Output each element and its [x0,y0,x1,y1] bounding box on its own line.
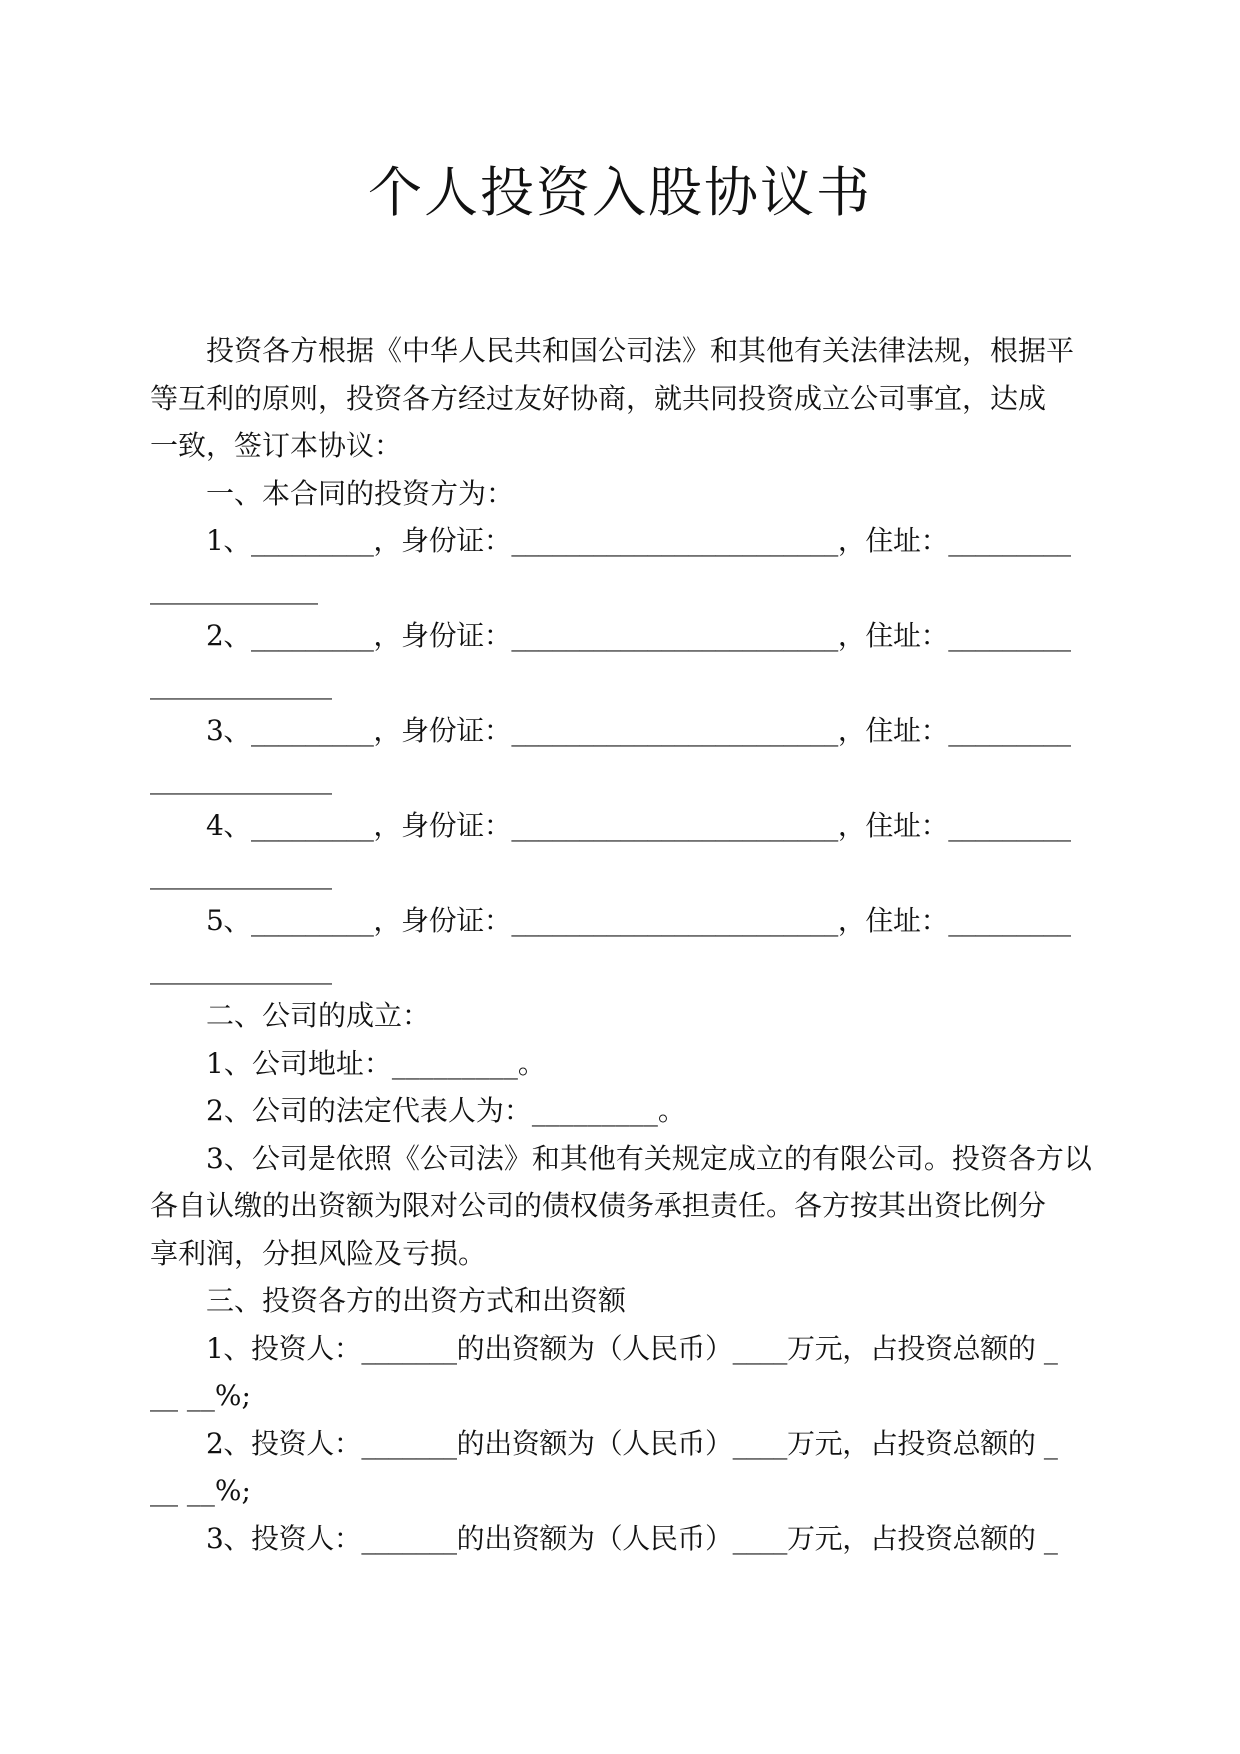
investor-line-1: 1、_________，身份证：________________________，住址：_________ [206,524,1071,557]
section-3-heading: 三、投资各方的出资方式和出资额 [206,1284,627,1317]
section-2-heading: 二、公司的成立： [206,999,431,1032]
investor-line-5: 5、_________，身份证：________________________，住址：_________ [206,904,1071,937]
contribution-line-1: 1、投资人：_______的出资额为（人民币）____万元，占投资总额的 _ [206,1331,1058,1365]
contribution-line-1-cont: __ __%; [150,1379,251,1412]
contribution-line-2: 2、投资人：_______的出资额为（人民币）____万元，占投资总额的 _ [206,1426,1058,1460]
company-liability-line-1: 3、公司是依照《公司法》和其他有关规定成立的有限公司。投资各方以 [206,1141,1092,1175]
investor-line-2: 2、_________，身份证：________________________，住址：_________ [206,619,1071,652]
investor-line-3-cont: _____________ [150,761,332,795]
company-address-line: 1、公司地址：_________。 [206,1046,546,1080]
investor-line-1-cont: ____________ [150,571,318,605]
company-liability-line-2: 各自认缴的出资额为限对公司的债权债务承担责任。各方按其出资比例分 [150,1189,1047,1222]
intro-line-1: 投资各方根据《中华人民共和国公司法》和其他有关法律法规，根据平 [206,334,1075,367]
document-body [150,327,1090,1562]
intro-line-3: 一致，签订本协议： [150,429,403,462]
intro-line-2: 等互利的原则，投资各方经过友好协商，就共同投资成立公司事宜，达成 [150,381,1047,415]
investor-line-4-cont: _____________ [150,856,332,890]
investor-line-5-cont: _____________ [150,951,332,985]
investor-line-2-cont: _____________ [150,666,332,700]
company-liability-line-3: 享利润，分担风险及亏损。 [150,1236,487,1270]
investor-line-4: 4、_________，身份证：________________________，住址：_________ [206,809,1071,842]
legal-representative-line: 2、公司的法定代表人为：_________。 [206,1094,686,1127]
contribution-line-3: 3、投资人：_______的出资额为（人民币）____万元，占投资总额的 _ [206,1521,1058,1555]
investor-line-3: 3、_________，身份证：________________________，住址：_________ [206,714,1071,747]
section-1-heading: 一、本合同的投资方为： [206,476,515,510]
contribution-line-2-cont: __ __%; [150,1474,251,1507]
document-title: 个人投资入股协议书 [368,161,872,224]
